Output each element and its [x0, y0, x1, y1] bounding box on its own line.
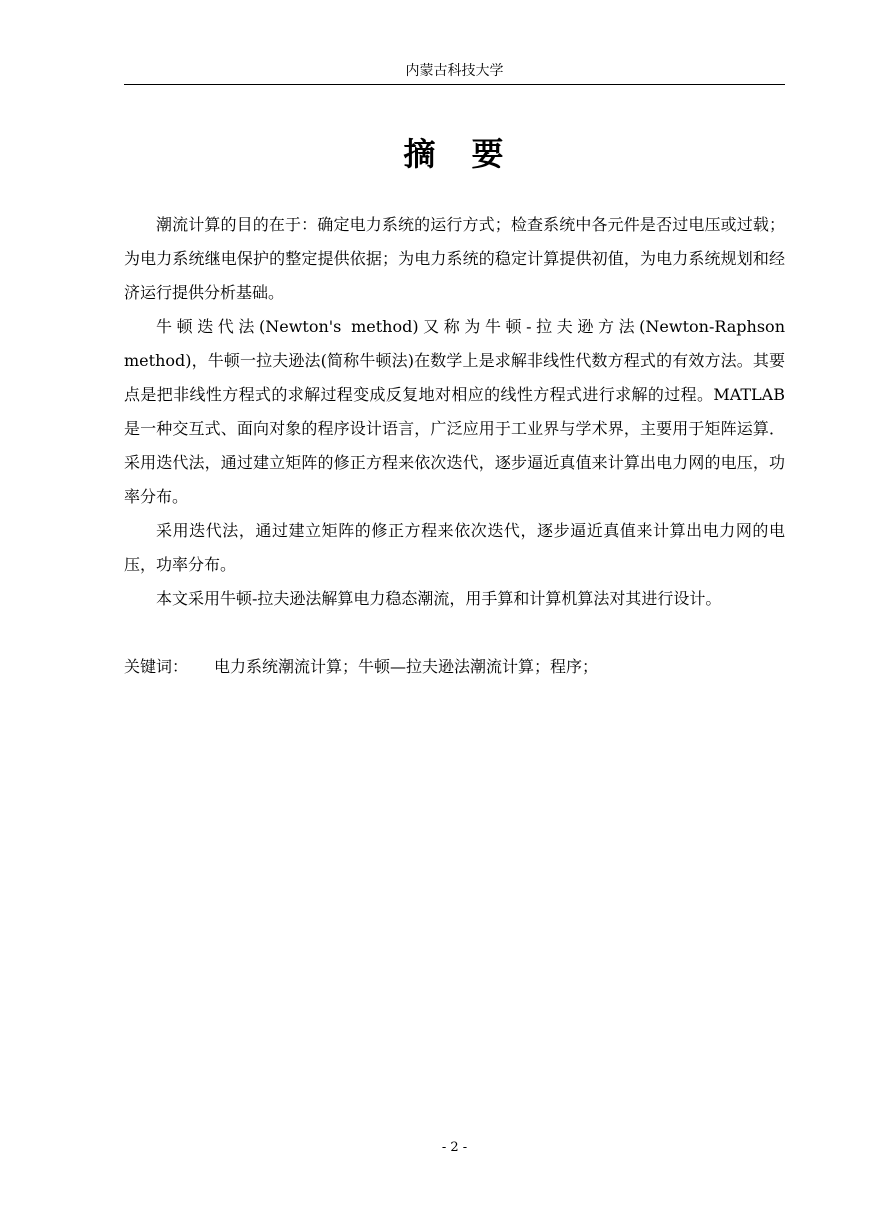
keywords-value: 电力系统潮流计算；牛顿—拉夫逊法潮流计算；程序； — [214, 657, 599, 676]
page-number: - 2 - — [441, 1140, 468, 1155]
abstract-paragraph-4: 本文采用牛顿-拉夫逊法解算电力稳态潮流，用手算和计算机算法对其进行设计。 — [156, 589, 722, 608]
abstract-title: 摘 要 — [403, 135, 506, 173]
abstract-paragraph-3: 采用迭代法，通过建立矩阵的修正方程来依次迭代，逐步逼近真值来计算出电力网的电压，功率分布。 — [124, 521, 785, 574]
header-university: 内蒙古科技大学 — [405, 63, 504, 79]
keywords-label: 关键词： — [124, 657, 189, 676]
abstract-paragraph-1: 潮流计算的目的在于：确定电力系统的运行方式；检查系统中各元件是否过电压或过载；为电力系统继电保护的整定提供依据；为电力系统的稳定计算提供初值，为电力系统规划和经济运行提供分析基础。 — [124, 215, 785, 302]
abstract-body — [124, 208, 785, 616]
abstract-paragraph-2: 牛顿迭代法(Newton's method)又称为牛顿-拉夫逊方法(Newton-Raphson method)，牛顿一拉夫逊法(简称牛顿法)在数学上是求解非线性代数方程式的有效方法。其要点是把非线性方程式的求解过程变成反复地对相应的线性方程式进行求解的过程。MATLAB是一种交互式、面向对象的程序设计语言，广泛应用于工业界与学术界，主要用于矩阵运算．采用迭代法，通过建立矩阵的修正方程来依次迭代，逐步逼近真值来计算出电力网的电压，功率分布。 — [124, 317, 785, 506]
running-header — [124, 60, 785, 85]
keywords-line — [124, 652, 785, 682]
